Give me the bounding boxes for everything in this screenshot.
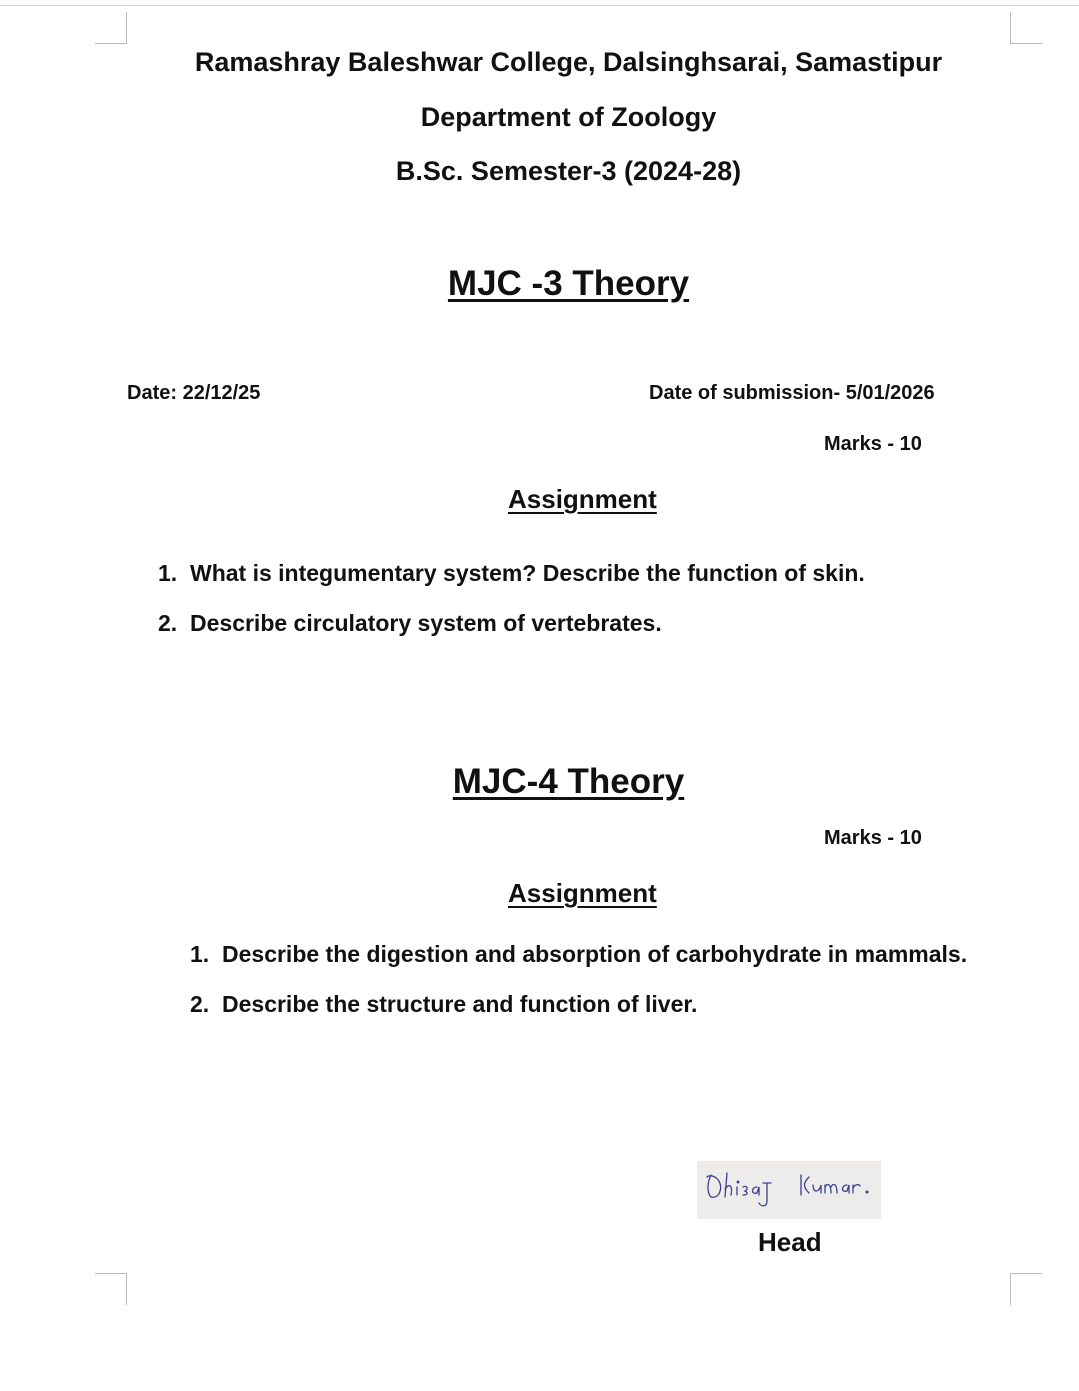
college-name: Ramashray Baleshwar College, Dalsinghsarai, Samastipur: [194, 47, 943, 77]
section1-title: MJC -3 Theory: [447, 264, 690, 303]
department-name: Department of Zoology: [420, 102, 717, 132]
signature-image: [697, 1161, 881, 1219]
crop-mark-bottom-left: [95, 1273, 127, 1305]
crop-mark-top-left: [95, 12, 127, 44]
section1-assignment-heading: Assignment: [508, 484, 657, 514]
section2-marks: Marks - 10: [824, 827, 922, 849]
semester-label: B.Sc. Semester-3 (2024-28): [395, 156, 742, 186]
page-top-edge: [0, 5, 1079, 6]
section1-question: 2. Describe circulatory system of vertebrates.: [158, 610, 662, 636]
signatory-title: Head: [758, 1227, 822, 1257]
submission-date: Date of submission- 5/01/2026: [649, 382, 935, 404]
section2-title: MJC-4 Theory: [452, 762, 685, 801]
section1-question: 1. What is integumentary system? Describe the function of skin.: [158, 560, 865, 586]
section2-assignment-heading: Assignment: [508, 878, 657, 908]
section2-question: 2. Describe the structure and function of liver.: [190, 991, 698, 1017]
section2-question: 1. Describe the digestion and absorption of carbohydrate in mammals.: [190, 941, 968, 967]
crop-mark-bottom-right: [1010, 1273, 1042, 1305]
crop-mark-top-right: [1010, 12, 1042, 44]
section1-marks: Marks - 10: [824, 433, 922, 455]
issue-date: Date: 22/12/25: [127, 382, 261, 404]
